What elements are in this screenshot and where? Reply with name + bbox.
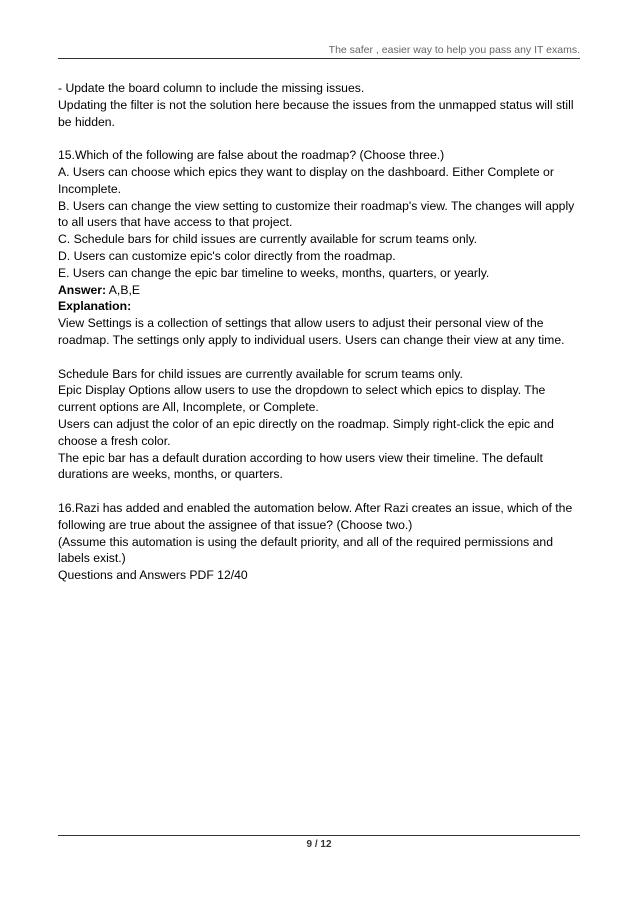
page-number: 9 / 12 bbox=[306, 839, 332, 850]
explanation-paragraph-1: View Settings is a collection of settings that allow users to adjust their personal view of the roadmap. The settings only apply to individual users. Users can change their view at any time. bbox=[58, 316, 565, 347]
explanation-paragraph-4: Users can adjust the color of an epic directly on the roadmap. Simply right-click the epic and choose a fresh color. bbox=[58, 416, 554, 448]
question-16: 16.Razi has added and enabled the automation below. After Razi creates an issue, which of the following are true about the assignee of that issue? (Choose two.) bbox=[58, 500, 573, 532]
page-marker: Questions and Answers PDF 12/40 bbox=[58, 568, 248, 583]
intro-line-2: Updating the filter is not the solution here because the issues from the unmapped status will still be hidden. bbox=[58, 97, 574, 129]
footer-divider bbox=[58, 835, 580, 836]
question-15: 15.Which of the following are false about the roadmap? (Choose three.) bbox=[58, 148, 445, 163]
intro-line-1: - Update the board column to include the missing issues. bbox=[58, 81, 365, 95]
question-15-option-c: C. Schedule bars for child issues are currently available for scrum teams only. bbox=[58, 232, 478, 247]
explanation-paragraph-5: The epic bar has a default duration according to how users view their timeline. The default durations are weeks, months, or quarters. bbox=[58, 450, 543, 482]
explanation-label: Explanation: bbox=[58, 299, 132, 314]
answer-label: Answer: bbox=[58, 282, 107, 297]
question-16-note: (Assume this automation is using the default priority, and all of the required permissions and labels exist.) bbox=[58, 534, 553, 566]
explanation-paragraph-3: Epic Display Options allow users to use the dropdown to select which epics to display. The current options are All, Incomplete, or Complete. bbox=[58, 383, 546, 415]
question-15-option-b: B. Users can change the view setting to customize their roadmap's view. The changes will apply to all users that have access to that project. bbox=[58, 198, 575, 230]
answer-value: A,B,E bbox=[106, 282, 140, 297]
question-15-answer bbox=[58, 282, 582, 299]
document-body bbox=[58, 80, 582, 584]
explanation-paragraph-2: Schedule Bars for child issues are currently available for scrum teams only. bbox=[58, 366, 463, 381]
paragraph-gap bbox=[58, 483, 582, 500]
header-divider bbox=[58, 58, 580, 59]
question-15-option-e: E. Users can change the epic bar timeline to weeks, months, quarters, or yearly. bbox=[58, 265, 490, 280]
paragraph-gap bbox=[58, 349, 582, 366]
header-tagline: The safer , easier way to help you pass any IT exams. bbox=[328, 44, 580, 56]
question-15-option-a: A. Users can choose which epics they want to display on the dashboard. Either Complete or Incomplete. bbox=[58, 164, 554, 196]
paragraph-gap bbox=[58, 130, 582, 147]
question-15-option-d: D. Users can customize epic's color directly from the roadmap. bbox=[58, 248, 396, 263]
